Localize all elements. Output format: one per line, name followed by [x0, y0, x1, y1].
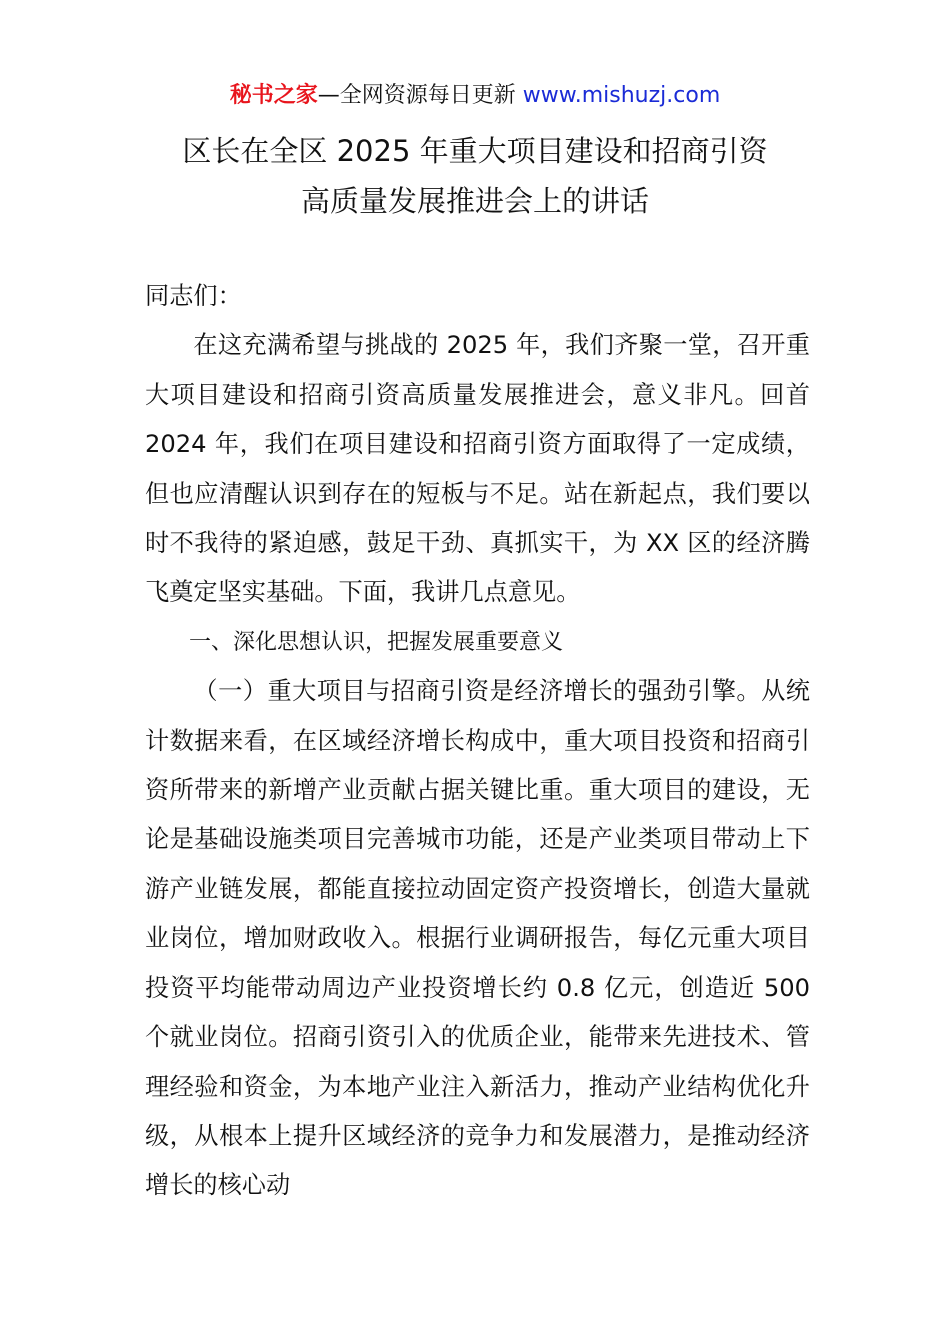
- site-banner: [0, 80, 950, 112]
- banner-tagline: —全网资源每日更新: [317, 83, 516, 108]
- paragraph-intro: 在这充满希望与挑战的 2025 年，我们齐聚一堂，召开重大项目建设和招商引资高质量发展推进会，意义非凡。回首 2024 年，我们在项目建设和招商引资方面取得了一定成绩，但也应清醒认识到存在的短板与不足。站在新起点，我们要以时不我待的紧迫感，鼓足干劲、真抓实干，为 XX 区的经济腾飞奠定坚实基础。下面，我讲几点意见。: [145, 331, 810, 607]
- title-line-1: 区长在全区 2025 年重大项目建设和招商引资: [182, 134, 768, 168]
- document-title: [0, 126, 950, 226]
- paragraph-growth-engine: （一）重大项目与招商引资是经济增长的强劲引擎。从统计数据来看，在区域经济增长构成中，重大项目投资和招商引资所带来的新增产业贡献占据关键比重。重大项目的建设，无论是基础设施类项目完善城市功能，还是产业类项目带动上下游产业链发展，都能直接拉动固定资产投资增长，创造大量就业岗位，增加财政收入。根据行业调研报告，每亿元重大项目投资平均能带动周边产业投资增长约 0.8 亿元，创造近 500 个就业岗位。招商引资引入的优质企业，能带来先进技术、管理经验和资金，为本地产业注入新活力，推动产业结构优化升级，从根本上提升区域经济的竞争力和发展潜力，是推动经济增长的核心动: [145, 677, 810, 1200]
- salutation: 同志们：: [145, 282, 242, 310]
- brand-name: 秘书之家: [229, 83, 318, 108]
- document-body: [145, 272, 810, 1211]
- title-line-2: 高质量发展推进会上的讲话: [300, 184, 649, 218]
- section-heading: 一、深化思想认识，把握发展重要意义: [189, 629, 564, 655]
- site-url[interactable]: www.mishuzj.com: [522, 83, 721, 108]
